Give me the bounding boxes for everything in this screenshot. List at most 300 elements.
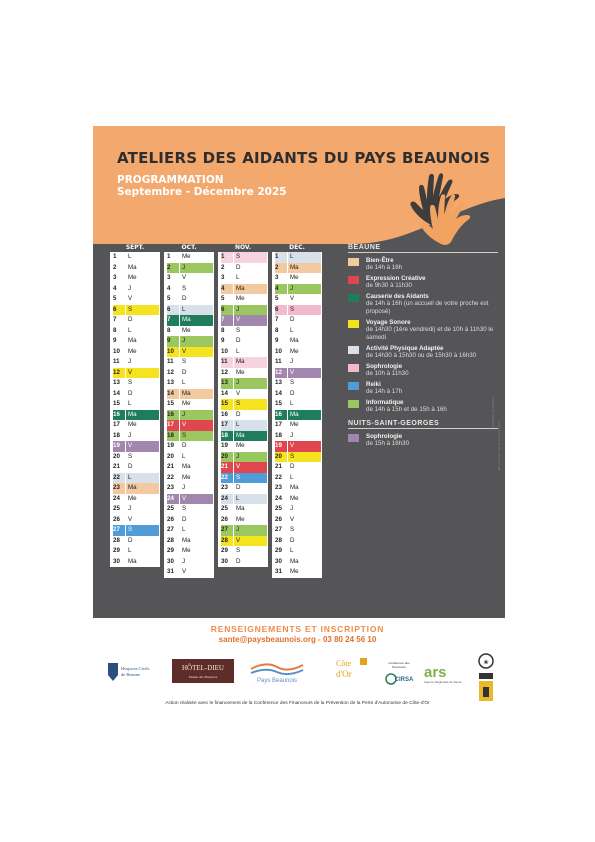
logo-cote-dor [332, 655, 370, 690]
day-number: 2 [221, 263, 225, 271]
calendar-day[interactable] [164, 336, 214, 347]
calendar-day[interactable] [110, 494, 160, 505]
day-number: 15 [275, 400, 282, 407]
legend-item-name: Voyage Sonore [366, 319, 411, 326]
calendar-day[interactable] [272, 525, 322, 536]
day-name: J [180, 336, 213, 347]
day-name: Me [128, 274, 137, 281]
day-name: L [234, 494, 267, 505]
calendar-day[interactable] [110, 284, 160, 295]
calendar-day[interactable] [218, 273, 268, 284]
calendar-day[interactable] [218, 483, 268, 494]
legend-item [348, 363, 498, 378]
calendar-day[interactable] [164, 462, 214, 473]
calendar-day[interactable] [164, 294, 214, 305]
calendar-day[interactable] [272, 294, 322, 305]
day-name: J [180, 263, 213, 274]
day-name: L [126, 473, 159, 484]
calendar-day[interactable] [218, 557, 268, 568]
calendar-day[interactable] [218, 357, 268, 368]
day-number: 12 [113, 368, 125, 379]
svg-text:Agence Régionale de Santé: Agence Régionale de Santé [424, 680, 462, 684]
day-number: 27 [221, 525, 233, 536]
calendar-day[interactable] [164, 525, 214, 536]
calendar-day[interactable] [164, 441, 214, 452]
day-name: V [234, 462, 267, 473]
day-number: 28 [275, 536, 282, 544]
calendar-day[interactable] [272, 462, 322, 473]
calendar-day[interactable] [164, 378, 214, 389]
calendar-day[interactable] [110, 462, 160, 473]
day-number: 26 [221, 515, 228, 523]
calendar-day[interactable] [272, 263, 322, 274]
contact-line[interactable]: sante@paysbeaunois.org - 03 80 24 56 10 [218, 635, 377, 644]
legend-item-desc: de 14h30 à 15h30 ou de 15h30 à 16h30 [366, 352, 477, 359]
day-name: D [290, 389, 295, 397]
day-name: V [234, 315, 267, 326]
day-name: V [126, 441, 159, 452]
calendar-day[interactable] [272, 567, 322, 578]
calendar-day[interactable] [272, 410, 322, 421]
calendar-day[interactable] [110, 504, 160, 515]
calendar-day[interactable] [272, 399, 322, 410]
month-column [272, 252, 322, 578]
calendar-day[interactable] [110, 483, 160, 494]
day-number: 14 [167, 389, 179, 400]
day-name: L [290, 473, 294, 481]
day-number: 28 [167, 536, 174, 544]
day-number: 10 [113, 347, 120, 355]
day-name: D [290, 316, 295, 323]
legend-item-desc: de 14h à 17h [366, 388, 403, 395]
calendar-day[interactable] [218, 504, 268, 515]
day-number: 26 [275, 515, 282, 523]
calendar-day[interactable] [272, 357, 322, 368]
calendar-day[interactable] [218, 336, 268, 347]
calendar-day[interactable] [218, 389, 268, 400]
day-number: 9 [167, 336, 179, 347]
calendar-day[interactable] [110, 452, 160, 463]
calendar-day[interactable] [110, 305, 160, 316]
day-number: 7 [275, 316, 279, 323]
calendar-day[interactable] [218, 378, 268, 389]
day-number: 16 [113, 410, 125, 421]
calendar-day[interactable] [164, 263, 214, 274]
day-number: 20 [167, 452, 174, 460]
day-name: S [182, 358, 187, 365]
calendar-day[interactable] [218, 326, 268, 337]
day-name: Ma [236, 505, 245, 512]
calendar-day[interactable] [218, 462, 268, 473]
day-name: J [182, 484, 186, 491]
legend-swatch [348, 382, 359, 390]
day-name: Ma [290, 557, 299, 565]
day-name: D [236, 557, 241, 565]
day-name: Me [182, 253, 191, 260]
calendar-day[interactable] [110, 473, 160, 484]
calendar-day[interactable] [218, 347, 268, 358]
legend-item-desc: de 14h à 15h et de 15h à 16h [366, 406, 447, 413]
calendar-day[interactable] [164, 399, 214, 410]
calendar-day[interactable] [272, 504, 322, 515]
calendar-day[interactable] [272, 273, 322, 284]
calendar-day[interactable] [218, 494, 268, 505]
svg-text:financeurs: financeurs [392, 665, 406, 669]
legend-beaune-list [348, 257, 498, 414]
calendar-day[interactable] [272, 536, 322, 547]
calendar-day[interactable] [218, 284, 268, 295]
legend-swatch [348, 400, 359, 408]
day-name: Me [290, 421, 299, 428]
day-name: L [288, 252, 321, 263]
day-number: 18 [113, 431, 120, 439]
calendar-day[interactable] [218, 546, 268, 557]
calendar-day[interactable] [218, 420, 268, 431]
calendar-day[interactable] [110, 525, 160, 536]
calendar-day[interactable] [272, 368, 322, 379]
calendar-day[interactable] [164, 389, 214, 400]
day-number: 3 [167, 274, 171, 281]
day-number: 24 [113, 494, 120, 502]
day-number: 11 [113, 358, 120, 365]
day-name: S [128, 379, 133, 386]
calendar-day[interactable] [164, 368, 214, 379]
day-number: 4 [167, 284, 171, 292]
day-name: Ma [288, 410, 321, 421]
calendar-day[interactable] [164, 315, 214, 326]
calendar-day[interactable] [110, 536, 160, 547]
day-number: 10 [275, 347, 282, 355]
day-number: 1 [221, 252, 233, 263]
day-number: 4 [113, 284, 117, 292]
calendar-day[interactable] [218, 399, 268, 410]
calendar-day[interactable] [272, 347, 322, 358]
day-name: S [126, 305, 159, 316]
calendar-day[interactable] [164, 273, 214, 284]
calendar-day[interactable] [218, 431, 268, 442]
day-name: V [288, 368, 321, 379]
day-name: L [290, 326, 294, 334]
calendar-day[interactable] [272, 378, 322, 389]
hands-icon [393, 166, 478, 246]
calendar-day[interactable] [110, 263, 160, 274]
day-name: D [236, 263, 241, 271]
calendar-day[interactable] [218, 294, 268, 305]
calendar-day[interactable] [110, 347, 160, 358]
calendar-day[interactable] [164, 410, 214, 421]
day-name: J [234, 378, 267, 389]
day-number: 12 [221, 368, 228, 376]
day-name: Me [182, 326, 191, 334]
logo-cirsa [382, 659, 416, 692]
day-name: Ma [290, 337, 299, 344]
day-number: 21 [275, 463, 282, 470]
calendar-day[interactable] [272, 336, 322, 347]
svg-text:CIRSA: CIRSA [394, 677, 414, 683]
calendar-day[interactable] [110, 546, 160, 557]
day-name: Me [182, 547, 191, 554]
calendar-day[interactable] [218, 525, 268, 536]
day-number: 6 [167, 305, 179, 316]
day-number: 22 [221, 473, 233, 484]
svg-text:d'Or: d'Or [336, 669, 352, 679]
calendar-day[interactable] [110, 399, 160, 410]
calendar-day[interactable] [272, 284, 322, 295]
calendar-day[interactable] [110, 441, 160, 452]
month-header: OCT. [181, 244, 197, 251]
calendar-day[interactable] [110, 357, 160, 368]
day-number: 8 [167, 326, 171, 334]
day-number: 29 [275, 547, 282, 554]
day-number: 2 [275, 263, 287, 274]
legend-item [348, 275, 498, 290]
calendar-day[interactable] [164, 494, 214, 505]
calendar-day[interactable] [272, 452, 322, 463]
day-number: 23 [275, 484, 282, 491]
calendar-day[interactable] [164, 305, 214, 316]
day-name: Me [128, 494, 137, 502]
programme-label: PROGRAMMATION [117, 174, 224, 186]
day-number: 7 [167, 315, 179, 326]
day-number: 2 [167, 263, 179, 274]
calendar-day[interactable] [272, 315, 322, 326]
calendar-day[interactable] [110, 336, 160, 347]
day-number: 17 [167, 420, 179, 431]
day-name: Me [128, 347, 137, 355]
calendar-day[interactable] [272, 305, 322, 316]
calendar-day[interactable] [272, 515, 322, 526]
calendar-day[interactable] [164, 536, 214, 547]
day-name: Ma [234, 357, 267, 368]
day-number: 12 [167, 368, 174, 376]
day-name: D [236, 337, 241, 344]
day-number: 1 [275, 252, 287, 263]
calendar-day[interactable] [272, 494, 322, 505]
day-name: S [236, 326, 241, 334]
day-number: 31 [275, 568, 282, 575]
day-number: 22 [275, 473, 282, 481]
calendar-day[interactable] [164, 431, 214, 442]
day-number: 3 [113, 274, 117, 281]
day-number: 21 [113, 463, 120, 470]
day-number: 26 [167, 515, 174, 523]
calendar-day[interactable] [110, 273, 160, 284]
day-number: 23 [221, 484, 228, 491]
day-name: V [234, 536, 267, 547]
day-name: Ma [234, 284, 267, 295]
calendar-day[interactable] [218, 536, 268, 547]
calendar-day[interactable] [218, 368, 268, 379]
day-name: V [128, 515, 133, 523]
day-number: 11 [221, 357, 233, 368]
calendar-day[interactable] [164, 326, 214, 337]
day-number: 7 [113, 316, 117, 323]
day-name: V [180, 494, 213, 505]
calendar-day[interactable] [164, 483, 214, 494]
calendar-day[interactable] [110, 315, 160, 326]
calendar-day[interactable] [164, 546, 214, 557]
calendar-day[interactable] [110, 378, 160, 389]
day-number: 28 [221, 536, 233, 547]
calendar-day[interactable] [164, 420, 214, 431]
calendar-day[interactable] [110, 389, 160, 400]
calendar-day[interactable] [164, 357, 214, 368]
day-number: 20 [221, 452, 233, 463]
day-name: J [234, 452, 267, 463]
day-number: 12 [275, 368, 287, 379]
day-number: 21 [167, 463, 174, 470]
day-name: J [290, 358, 294, 365]
month-column [218, 252, 268, 567]
day-number: 10 [221, 347, 228, 355]
legend-item [348, 399, 498, 414]
day-name: L [182, 379, 186, 386]
day-name: Me [290, 568, 299, 575]
day-number: 13 [221, 378, 233, 389]
day-name: D [182, 442, 187, 449]
calendar-day[interactable] [110, 326, 160, 337]
legend-item [348, 293, 498, 316]
calendar-day[interactable] [164, 347, 214, 358]
day-name: Ma [126, 483, 159, 494]
day-number: 15 [167, 400, 174, 407]
legend-nuits-list [348, 433, 498, 448]
programme-period: Septembre - Décembre 2025 [117, 186, 287, 198]
calendar-day[interactable] [272, 483, 322, 494]
calendar-day[interactable] [218, 515, 268, 526]
day-number: 19 [167, 442, 174, 449]
calendar-day[interactable] [272, 252, 322, 263]
day-number: 14 [113, 389, 120, 397]
calendar-day[interactable] [218, 410, 268, 421]
day-number: 26 [113, 515, 120, 523]
day-name: D [128, 463, 133, 470]
day-number: 4 [221, 284, 233, 295]
calendar-day[interactable] [110, 420, 160, 431]
day-name: S [288, 305, 321, 316]
calendar-day[interactable] [164, 252, 214, 263]
calendar-day[interactable] [272, 441, 322, 452]
calendar-day[interactable] [218, 305, 268, 316]
day-number: 15 [221, 399, 233, 410]
calendar-day[interactable] [272, 420, 322, 431]
month-column [110, 252, 160, 567]
calendar-day[interactable] [272, 557, 322, 568]
calendar-day[interactable] [218, 473, 268, 484]
legend-item-name: Sophrologie [366, 363, 403, 370]
legend-item [348, 319, 498, 342]
legend [348, 244, 498, 451]
day-name: Ma [126, 410, 159, 421]
calendar-day[interactable] [164, 557, 214, 568]
calendar-day[interactable] [164, 284, 214, 295]
day-name: L [236, 274, 240, 281]
day-name: Ma [182, 536, 191, 544]
calendar-day[interactable] [110, 294, 160, 305]
calendar-day[interactable] [110, 431, 160, 442]
day-name: V [182, 274, 187, 281]
calendar-day[interactable] [110, 515, 160, 526]
calendar-day[interactable] [110, 368, 160, 379]
calendar-day[interactable] [272, 546, 322, 557]
calendar-day[interactable] [110, 410, 160, 421]
day-number: 17 [221, 420, 233, 431]
day-number: 29 [113, 547, 120, 554]
legend-item-desc: de 9h30 à 11h30 [366, 282, 412, 289]
calendar-day[interactable] [164, 473, 214, 484]
day-name: S [234, 252, 267, 263]
day-number: 30 [167, 557, 174, 565]
day-name: D [290, 463, 295, 470]
calendar-day[interactable] [272, 431, 322, 442]
legend-item-name: Reiki [366, 381, 381, 388]
day-number: 17 [275, 421, 282, 428]
day-number: 18 [167, 431, 179, 442]
calendar-day[interactable] [218, 441, 268, 452]
day-name: Ma [180, 315, 213, 326]
calendar-day[interactable] [164, 452, 214, 463]
calendar-day[interactable] [272, 389, 322, 400]
day-name: L [290, 400, 294, 407]
calendar-day[interactable] [218, 315, 268, 326]
day-name: S [182, 284, 187, 292]
day-name: Ma [128, 337, 137, 344]
legend-swatch [348, 294, 359, 302]
calendar-day[interactable] [164, 567, 214, 578]
day-number: 10 [167, 347, 179, 358]
poster [93, 126, 505, 618]
day-number: 27 [167, 526, 174, 533]
day-name: D [182, 515, 187, 523]
day-name: L [236, 347, 240, 355]
calendar-day[interactable] [272, 326, 322, 337]
calendar-day[interactable] [218, 452, 268, 463]
calendar-day[interactable] [218, 252, 268, 263]
day-number: 29 [167, 547, 174, 554]
day-name: Me [236, 295, 245, 302]
calendar-day[interactable] [272, 473, 322, 484]
calendar-day[interactable] [218, 263, 268, 274]
calendar-day[interactable] [164, 515, 214, 526]
vertical-credit-2: Ne pas jeter sur la voie publique [497, 421, 501, 470]
legend-item-name: Bien-Être [366, 257, 394, 264]
day-name: Me [290, 494, 299, 502]
day-name: V [126, 368, 159, 379]
day-number: 25 [221, 505, 228, 512]
day-name: J [180, 410, 213, 421]
day-number: 2 [113, 263, 117, 271]
day-number: 16 [167, 410, 179, 421]
day-name: Ma [180, 389, 213, 400]
calendar-day[interactable] [110, 252, 160, 263]
day-name: V [180, 347, 213, 358]
legend-item [348, 433, 498, 448]
day-number: 7 [221, 315, 233, 326]
day-number: 11 [275, 358, 282, 365]
day-name: Ma [234, 431, 267, 442]
calendar-day[interactable] [110, 557, 160, 568]
day-name: L [128, 547, 132, 554]
day-name: L [290, 547, 294, 554]
logo-pays-beaunois [246, 659, 308, 690]
svg-text:Pays Beaunois: Pays Beaunois [256, 678, 298, 684]
day-number: 9 [113, 337, 117, 344]
calendar-day[interactable] [164, 504, 214, 515]
day-name: D [128, 536, 133, 544]
legend-swatch [348, 258, 359, 266]
day-name: J [234, 305, 267, 316]
day-name: D [182, 368, 187, 376]
